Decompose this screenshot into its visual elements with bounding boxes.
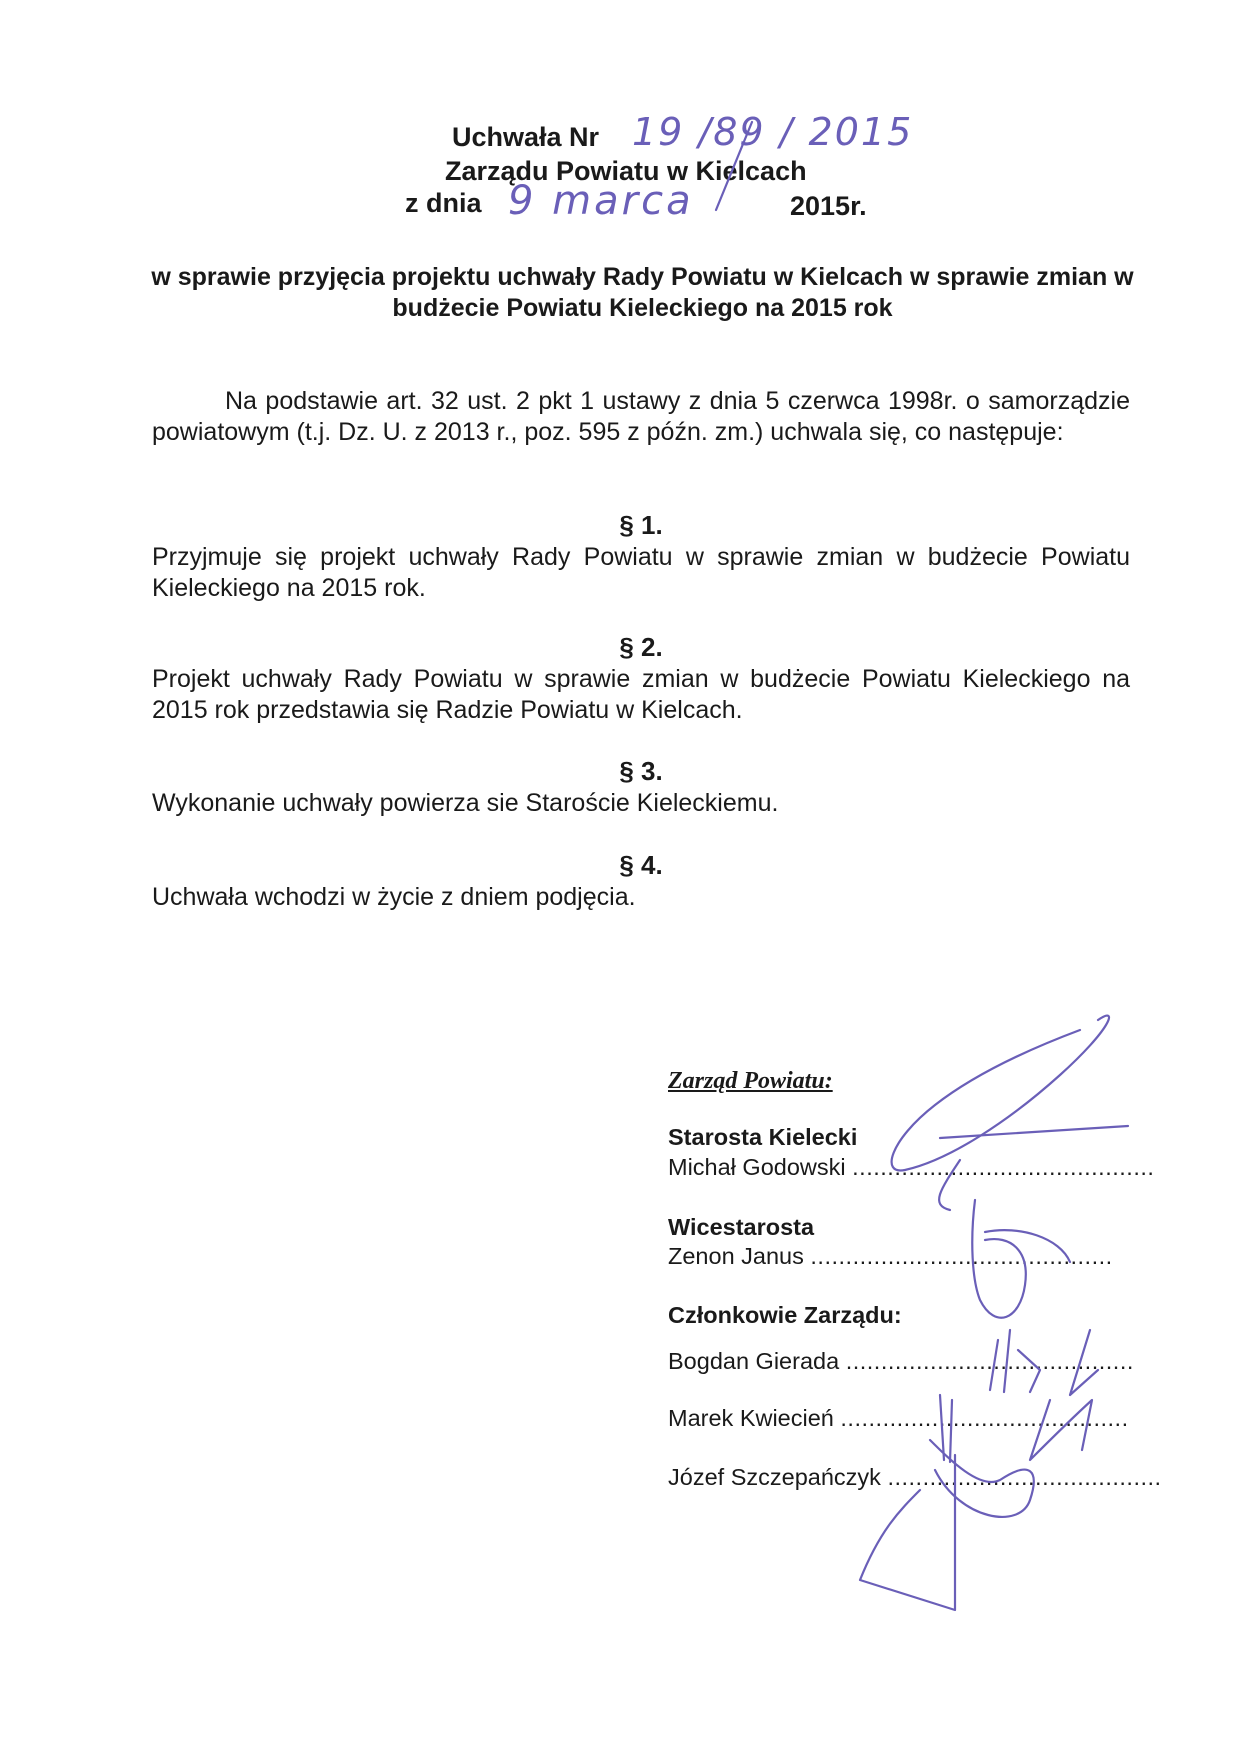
section-1-heading: § 1. xyxy=(619,510,663,540)
vice-dots: ........................................... xyxy=(810,1243,1113,1269)
section-4-heading: § 4. xyxy=(619,850,663,880)
member-dots: ......................................... xyxy=(840,1405,1129,1431)
starosta-name: Michał Godowski xyxy=(668,1154,846,1180)
member-name: Marek Kwiecień xyxy=(668,1405,834,1431)
member-dots: ....................................... xyxy=(887,1464,1162,1490)
starosta-signature xyxy=(892,1016,1109,1171)
section-2-heading: § 2. xyxy=(619,632,663,662)
resolution-number-handwritten: 19 /89 / 2015 xyxy=(632,110,914,154)
member-line-1 xyxy=(668,1348,1134,1375)
date-year: 2015r. xyxy=(790,191,867,221)
date-line xyxy=(405,188,482,219)
member-name: Józef Szczepańczyk xyxy=(668,1464,881,1490)
resolution-title xyxy=(452,122,599,153)
section-3-heading: § 3. xyxy=(619,756,663,786)
section-4-text: Uchwała wchodzi w życie z dniem podjęcia. xyxy=(152,883,636,911)
member-line-3 xyxy=(668,1464,1162,1491)
issuer-line: Zarządu Powiatu w Kielcach xyxy=(445,156,807,186)
members-title: Członkowie Zarządu: xyxy=(668,1302,902,1328)
member-name: Bogdan Gierada xyxy=(668,1348,840,1374)
resolution-label: Uchwała Nr xyxy=(452,122,600,152)
starosta-title: Starosta Kielecki xyxy=(668,1124,858,1150)
starosta-line xyxy=(668,1154,1154,1181)
member-line-2 xyxy=(668,1405,1129,1432)
starosta-dots: ........................................... xyxy=(852,1154,1155,1180)
vice-line xyxy=(668,1243,1113,1270)
vice-name: Zenon Janus xyxy=(668,1243,804,1269)
section-1-text: Przyjmuje się projekt uchwały Rady Powiatu w sprawie zmian w budżecie Powiatu Kieleckiego na 2015 rok. xyxy=(152,543,1130,602)
resolution-subject: w sprawie przyjęcia projektu uchwały Rady Powiatu w Kielcach w sprawie zmian w budżecie Powiatu Kieleckiego na 2015 rok xyxy=(151,263,1134,322)
section-3-text: Wykonanie uchwały powierza sie Staroście Kieleckiemu. xyxy=(152,789,779,817)
board-label: Zarząd Powiatu: xyxy=(668,1068,833,1094)
preamble: Na podstawie art. 32 ust. 2 pkt 1 ustawy z dnia 5 czerwca 1998r. o samorządzie powiatowym (t.j. Dz. U. z 2013 r., poz. 595 z późn. zm.) uchwala się, co następuje: xyxy=(152,387,1130,446)
date-handwritten: 9 marca xyxy=(508,178,694,224)
vice-title: Wicestarosta xyxy=(668,1214,815,1240)
section-2-text: Projekt uchwały Rady Powiatu w sprawie zmian w budżecie Powiatu Kieleckiego na 2015 rok przedstawia się Radzie Powiatu w Kielcach. xyxy=(152,665,1130,724)
member-dots: ......................................... xyxy=(845,1348,1134,1374)
starosta-signature-line xyxy=(940,1126,1128,1138)
date-prefix: z dnia xyxy=(405,188,482,218)
